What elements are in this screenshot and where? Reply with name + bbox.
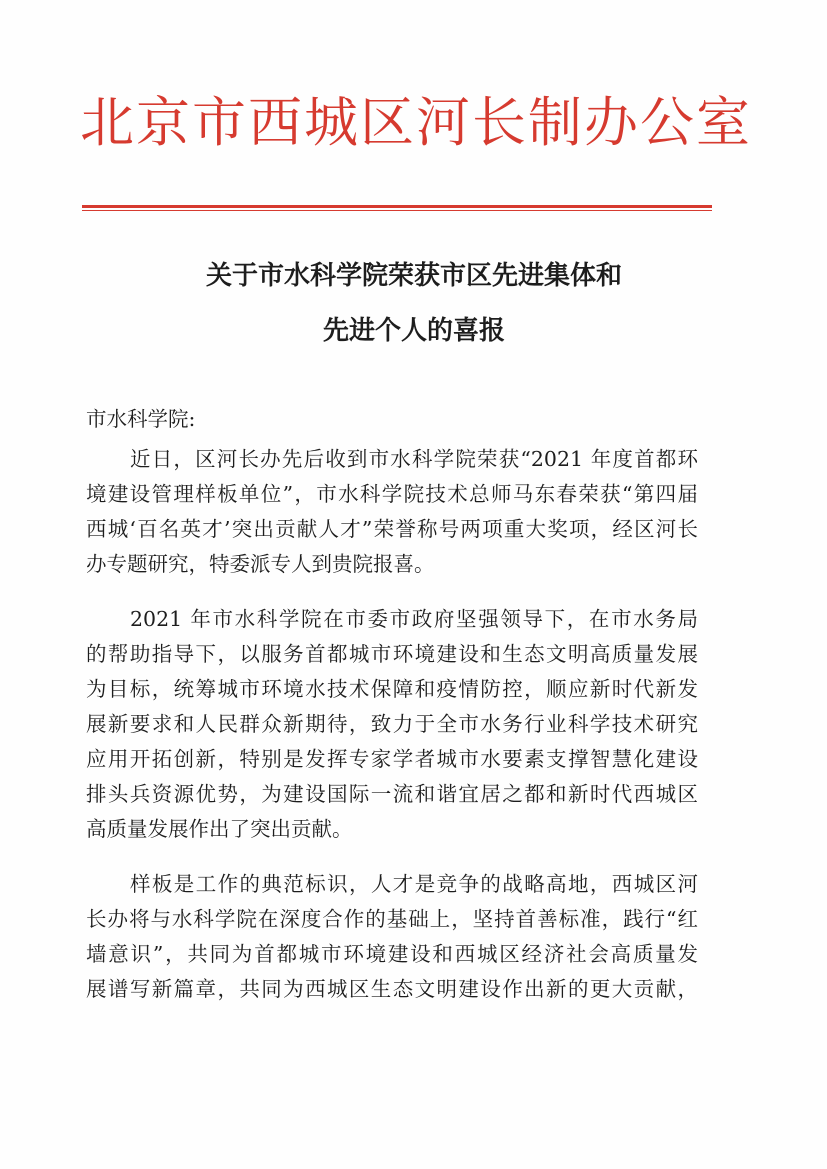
- paragraph-line: 高质量发展作出了突出贡献。: [86, 817, 353, 841]
- paragraph-line: 为目标，统筹城市环境水技术保障和疫情防控，顺应新时代新发: [86, 677, 698, 701]
- paragraph-line: 办专题研究，特委派专人到贵院报喜。: [86, 552, 435, 576]
- paragraph-2: [86, 602, 698, 847]
- paragraph-line: 展新要求和人民群众新期待，致力于全市水务行业科学技术研究: [86, 712, 698, 736]
- letterhead-org-name: 北京市西城区河长制办公室: [80, 91, 752, 154]
- paragraph-line: 展谱写新篇章，共同为西城区生态文明建设作出新的更大贡献，: [86, 977, 698, 1001]
- document-title-line-2: 先进个人的喜报: [322, 316, 505, 346]
- paragraph-line: 近日，区河长办先后收到市水科学院荣获“2021 年度首都环: [130, 447, 698, 471]
- paragraph-line: 长办将与水科学院在深度合作的基础上，坚持首善标准，践行“红: [86, 907, 698, 931]
- paragraph-line: 应用开拓创新，特别是发挥专家学者城市水要素支撑智慧化建设: [86, 747, 698, 771]
- letterhead-rule-thin: [82, 210, 712, 211]
- salutation: 市水科学院:: [86, 407, 196, 431]
- paragraph-line: 排头兵资源优势，为建设国际一流和谐宜居之都和新时代西城区: [86, 782, 698, 806]
- paragraph-line: 的帮助指导下，以服务首都城市环境建设和生态文明高质量发展: [86, 642, 698, 666]
- paragraph-line: 2021 年市水科学院在市委市政府坚强领导下，在市水务局: [130, 607, 698, 631]
- paragraph-line: 样板是工作的典范标识，人才是竞争的战略高地，西城区河: [130, 872, 698, 896]
- paragraph-3: [86, 867, 698, 1007]
- paragraph-line: 墙意识”，共同为首都城市环境建设和西城区经济社会高质量发: [86, 942, 698, 966]
- paragraph-1: [86, 442, 698, 582]
- paragraph-line: 西城‘百名英才’突出贡献人才”荣誉称号两项重大奖项，经区河长: [86, 517, 698, 541]
- letterhead-rule-thick: [82, 205, 712, 208]
- document-title-line-1: 关于市水科学院荣获市区先进集体和: [205, 261, 622, 291]
- paragraph-line: 境建设管理样板单位”，市水科学院技术总师马东春荣获“第四届: [86, 482, 698, 506]
